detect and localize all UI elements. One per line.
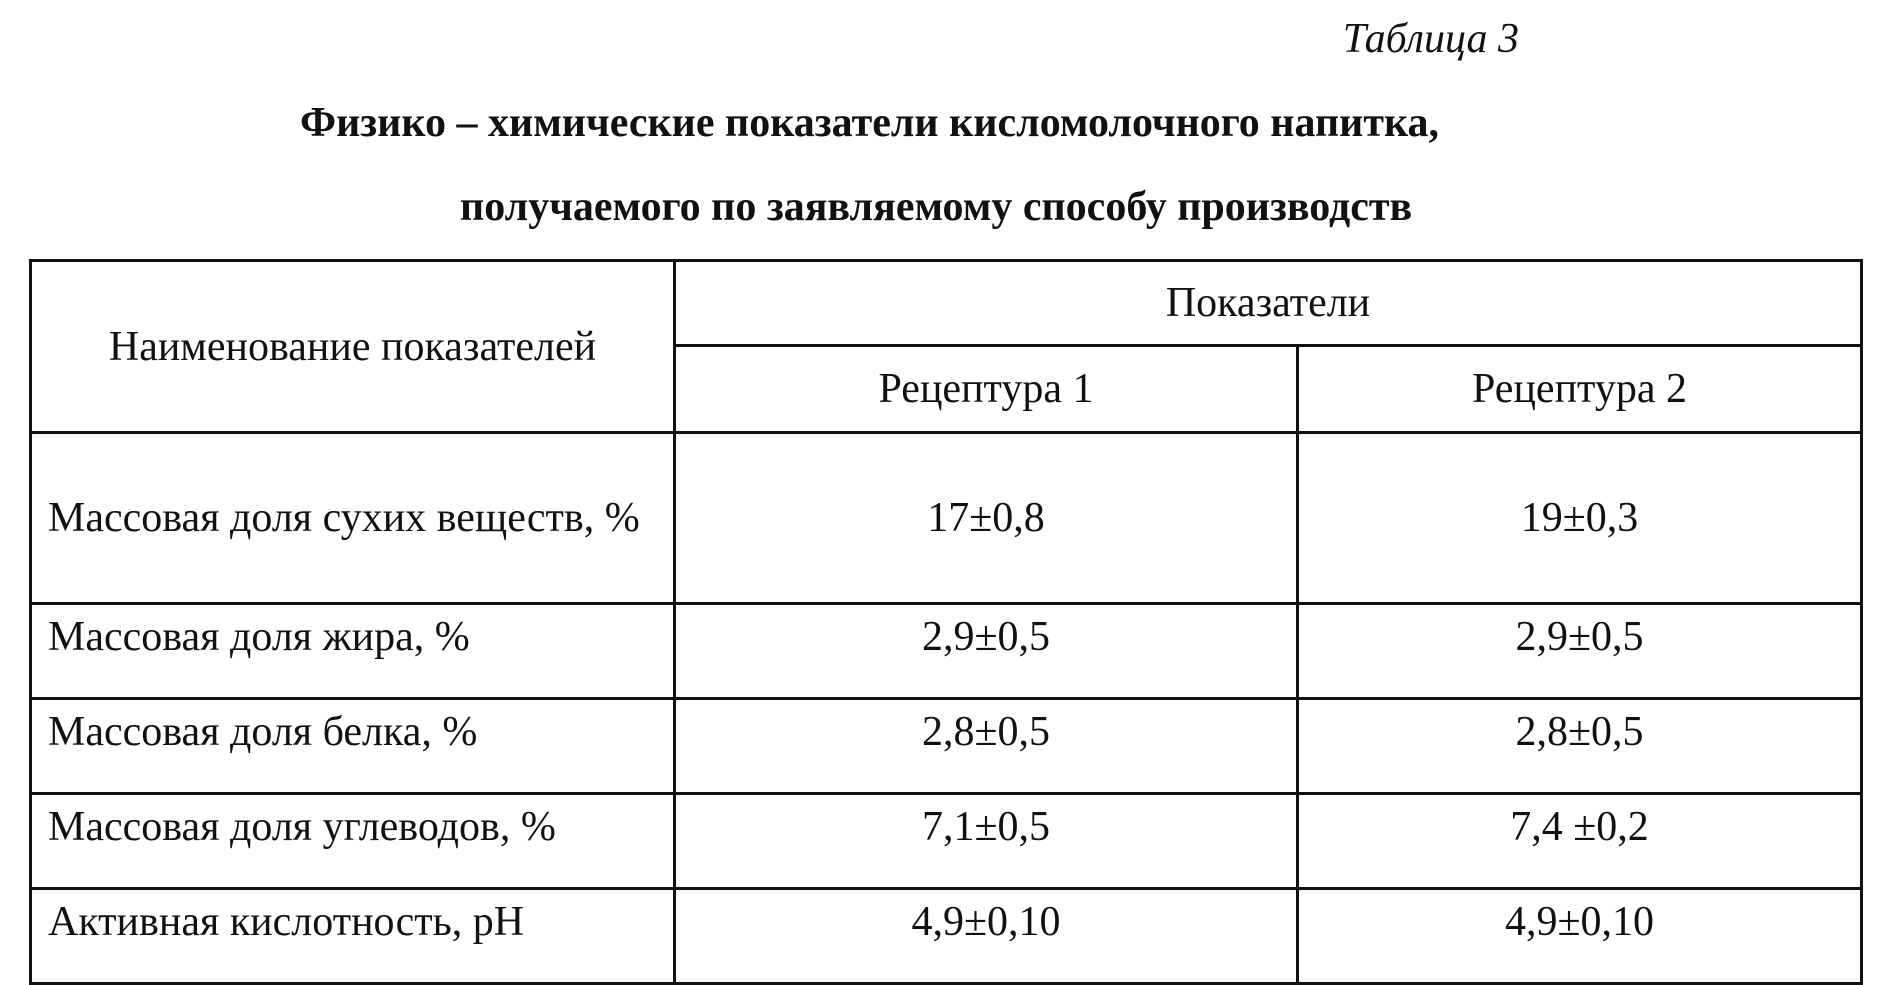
header-recipe-2: Рецептура 2	[1298, 346, 1862, 433]
table-row	[31, 604, 1862, 699]
table-title-line-1: Физико – химические показатели кисломолочного напитка,	[300, 100, 1440, 146]
indicators-table	[29, 259, 1863, 985]
row-value-recipe-1: 2,9±0,5	[675, 604, 1298, 699]
header-recipe-1: Рецептура 1	[675, 346, 1298, 433]
row-value-recipe-2: 4,9±0,10	[1298, 889, 1862, 984]
table-row	[31, 433, 1862, 604]
table-number-label: Таблица 3	[1342, 16, 1519, 62]
row-value-recipe-2: 2,9±0,5	[1298, 604, 1862, 699]
table-row	[31, 794, 1862, 889]
row-value-recipe-1: 17±0,8	[675, 433, 1298, 604]
row-value-recipe-2: 19±0,3	[1298, 433, 1862, 604]
row-name: Массовая доля углеводов, %	[31, 794, 675, 889]
row-name: Массовая доля белка, %	[31, 699, 675, 794]
row-value-recipe-1: 7,1±0,5	[675, 794, 1298, 889]
row-value-recipe-2: 7,4 ±0,2	[1298, 794, 1862, 889]
row-value-recipe-2: 2,8±0,5	[1298, 699, 1862, 794]
table-row	[31, 699, 1862, 794]
row-name: Массовая доля жира, %	[31, 604, 675, 699]
header-indicators-group: Показатели	[675, 261, 1862, 346]
table-row	[31, 889, 1862, 984]
table-header-row	[31, 261, 1862, 346]
table-title-line-2: получаемого по заявляемому способу производств	[460, 184, 1413, 230]
header-indicator-name: Наименование показателей	[31, 261, 675, 433]
row-name: Активная кислотность, pH	[31, 889, 675, 984]
row-value-recipe-1: 2,8±0,5	[675, 699, 1298, 794]
row-value-recipe-1: 4,9±0,10	[675, 889, 1298, 984]
row-name: Массовая доля сухих веществ, %	[31, 433, 675, 604]
